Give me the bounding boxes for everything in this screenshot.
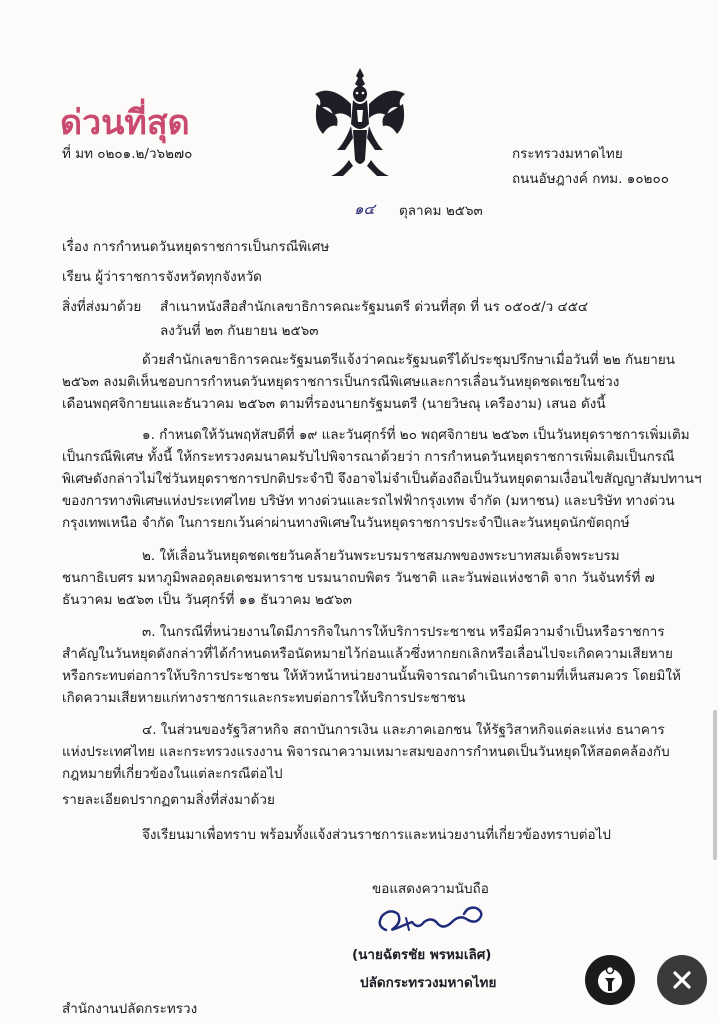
item-3-line-1: ๓. ในกรณีที่หน่วยงานใดมีภารกิจในการให้บริการประชาชน หรือมีความจำเป็นหรือราชการ: [142, 624, 665, 640]
accessibility-info-icon: [596, 964, 624, 996]
item-4-line-2: แห่งประเทศไทย และกระทรวงแรงงาน พิจารณาความเหมาะสมของการกำหนดเป็นวันหยุดให้สอดคล้องกับ: [62, 744, 670, 760]
item-3-line-3: หรือกระทบต่อการให้บริการประชาชน ให้หัวหน้าหน่วยงานนั้นพิจารณาดำเนินการตามที่เห็นสมควร โดยมิให้: [62, 668, 681, 684]
item-2-line-1: ๒. ให้เลื่อนวันหยุดชดเชยวันคล้ายวันพระบรมราชสมภพของพระบาทสมเด็จพระบรม: [142, 548, 620, 564]
accessibility-button[interactable]: [585, 955, 635, 1005]
signatory-title: ปลัดกระทรวงมหาดไทย: [360, 975, 497, 991]
item-1-line-1: ๑. กำหนดให้วันพฤหัสบดีที่ ๑๙ และวันศุกร์ที่ ๒๐ พฤศจิกายน ๒๕๖๓ เป็นวันหยุดราชการเพิ่มเติม: [142, 427, 690, 443]
close-button[interactable]: [657, 955, 707, 1005]
scrollbar[interactable]: [713, 710, 717, 860]
issuing-office: สำนักงานปลัดกระทรวง: [62, 1001, 198, 1017]
urgency-stamp: ด่วนที่สุด: [60, 103, 190, 143]
document-number: ที่ มท ๐๒๐๑.๒/ว๖๒๗๐: [62, 146, 193, 162]
item-4-line-1: ๔. ในส่วนของรัฐวิสาหกิจ สถาบันการเงิน และภาคเอกชน ให้รัฐวิสาหกิจแต่ละแห่ง ธนาคาร: [142, 722, 665, 738]
item-4-line-3: กฎหมายที่เกี่ยวข้องในแต่ละกรณีต่อไป: [62, 766, 283, 782]
subject-line: เรื่อง การกำหนดวันหยุดราชการเป็นกรณีพิเศษ: [62, 239, 330, 255]
item-3-line-4: เกิดความเสียหายแก่ทางราชการและกระทบต่อการให้บริการประชาชน: [62, 690, 466, 706]
ministry-address: ถนนอัษฎางค์ กทม. ๑๐๒๐๐: [512, 171, 669, 187]
date-day-handwritten: ๑๔: [354, 200, 375, 218]
details-line: รายละเอียดปรากฏตามสิ่งที่ส่งมาด้วย: [62, 792, 275, 808]
recipient-line: เรียน ผู้ว่าราชการจังหวัดทุกจังหวัด: [62, 269, 262, 285]
body-intro-line-2: ๒๕๖๓ ลงมติเห็นชอบการกำหนดวันหยุดราชการเป็นกรณีพิเศษและการเลื่อนวันหยุดชดเชยในช่วง: [62, 374, 620, 390]
body-intro-line-1: ด้วยสำนักเลขาธิการคณะรัฐมนตรีแจ้งว่าคณะรัฐมนตรีได้ประชุมปรึกษาเมื่อวันที่ ๒๒ กันยายน: [142, 352, 675, 368]
enclosure-line-1: สำเนาหนังสือสำนักเลขาธิการคณะรัฐมนตรี ด่วนที่สุด ที่ นร ๐๕๐๕/ว ๔๕๔: [160, 299, 589, 315]
enclosure-label: สิ่งที่ส่งมาด้วย: [62, 299, 142, 315]
item-1-line-3: พิเศษดังกล่าวไม่ใช่วันหยุดราชการปกติประจำปี จึงอาจไม่จำเป็นต้องถือเป็นวันหยุดตามเงื่อนไขสัญญาสัมปทานฯ: [62, 471, 702, 487]
handwritten-signature: [372, 900, 490, 940]
body-intro-line-3: เดือนพฤศจิกายนและธันวาคม ๒๕๖๓ ตามที่รองนายกรัฐมนตรี (นายวิษณุ เครืองาม) เสนอ ดังนี้: [62, 396, 606, 412]
item-2-line-3: ธันวาคม ๒๕๖๓ เป็น วันศุกร์ที่ ๑๑ ธันวาคม ๒๕๖๓: [62, 592, 352, 608]
item-2-line-2: ชนกาธิเบศร มหาภูมิพลอดุลยเดชมหาราช บรมนาถบพิตร วันชาติ และวันพ่อแห่งชาติ จาก วันจันทร์ที่ ๗: [62, 570, 655, 586]
document-date: ตุลาคม ๒๕๖๓: [399, 203, 483, 219]
closing-line: จึงเรียนมาเพื่อทราบ พร้อมทั้งแจ้งส่วนราชการและหน่วยงานที่เกี่ยวข้องทราบต่อไป: [142, 827, 611, 843]
enclosure-line-2: ลงวันที่ ๒๓ กันยายน ๒๕๖๓: [160, 323, 319, 339]
item-1-line-2: เป็นกรณีพิเศษ ทั้งนี้ ให้กระทรวงคมนาคมรับไปพิจารณาด้วยว่า การกำหนดวันหยุดราชการเพิ่มเติมเป็นกรณี: [62, 449, 675, 465]
close-icon: [671, 969, 693, 991]
item-3-line-2: สำคัญในวันหยุดดังกล่าวที่ได้กำหนดหรือนัดหมายไว้ก่อนแล้วซึ่งหากยกเลิกหรือเลื่อนไปจะเกิดความเสียหาย: [62, 646, 673, 662]
item-1-line-5: กรุงเทพเหนือ จำกัด ในการยกเว้นค่าผ่านทางพิเศษในวันหยุดราชการประจำปีและวันหยุดนักขัตฤกษ์: [62, 515, 630, 531]
item-1-line-4: ของการทางพิเศษแห่งประเทศไทย บริษัท ทางด่วนและรถไฟฟ้ากรุงเทพ จำกัด (มหาชน) และบริษัท ทางด่วน: [62, 493, 675, 509]
ministry-name: กระทรวงมหาดไทย: [512, 146, 623, 162]
garuda-emblem-icon: [309, 64, 411, 182]
signatory-name: (นายฉัตรชัย พรหมเลิศ): [352, 947, 492, 963]
salutation: ขอแสดงความนับถือ: [372, 881, 489, 897]
